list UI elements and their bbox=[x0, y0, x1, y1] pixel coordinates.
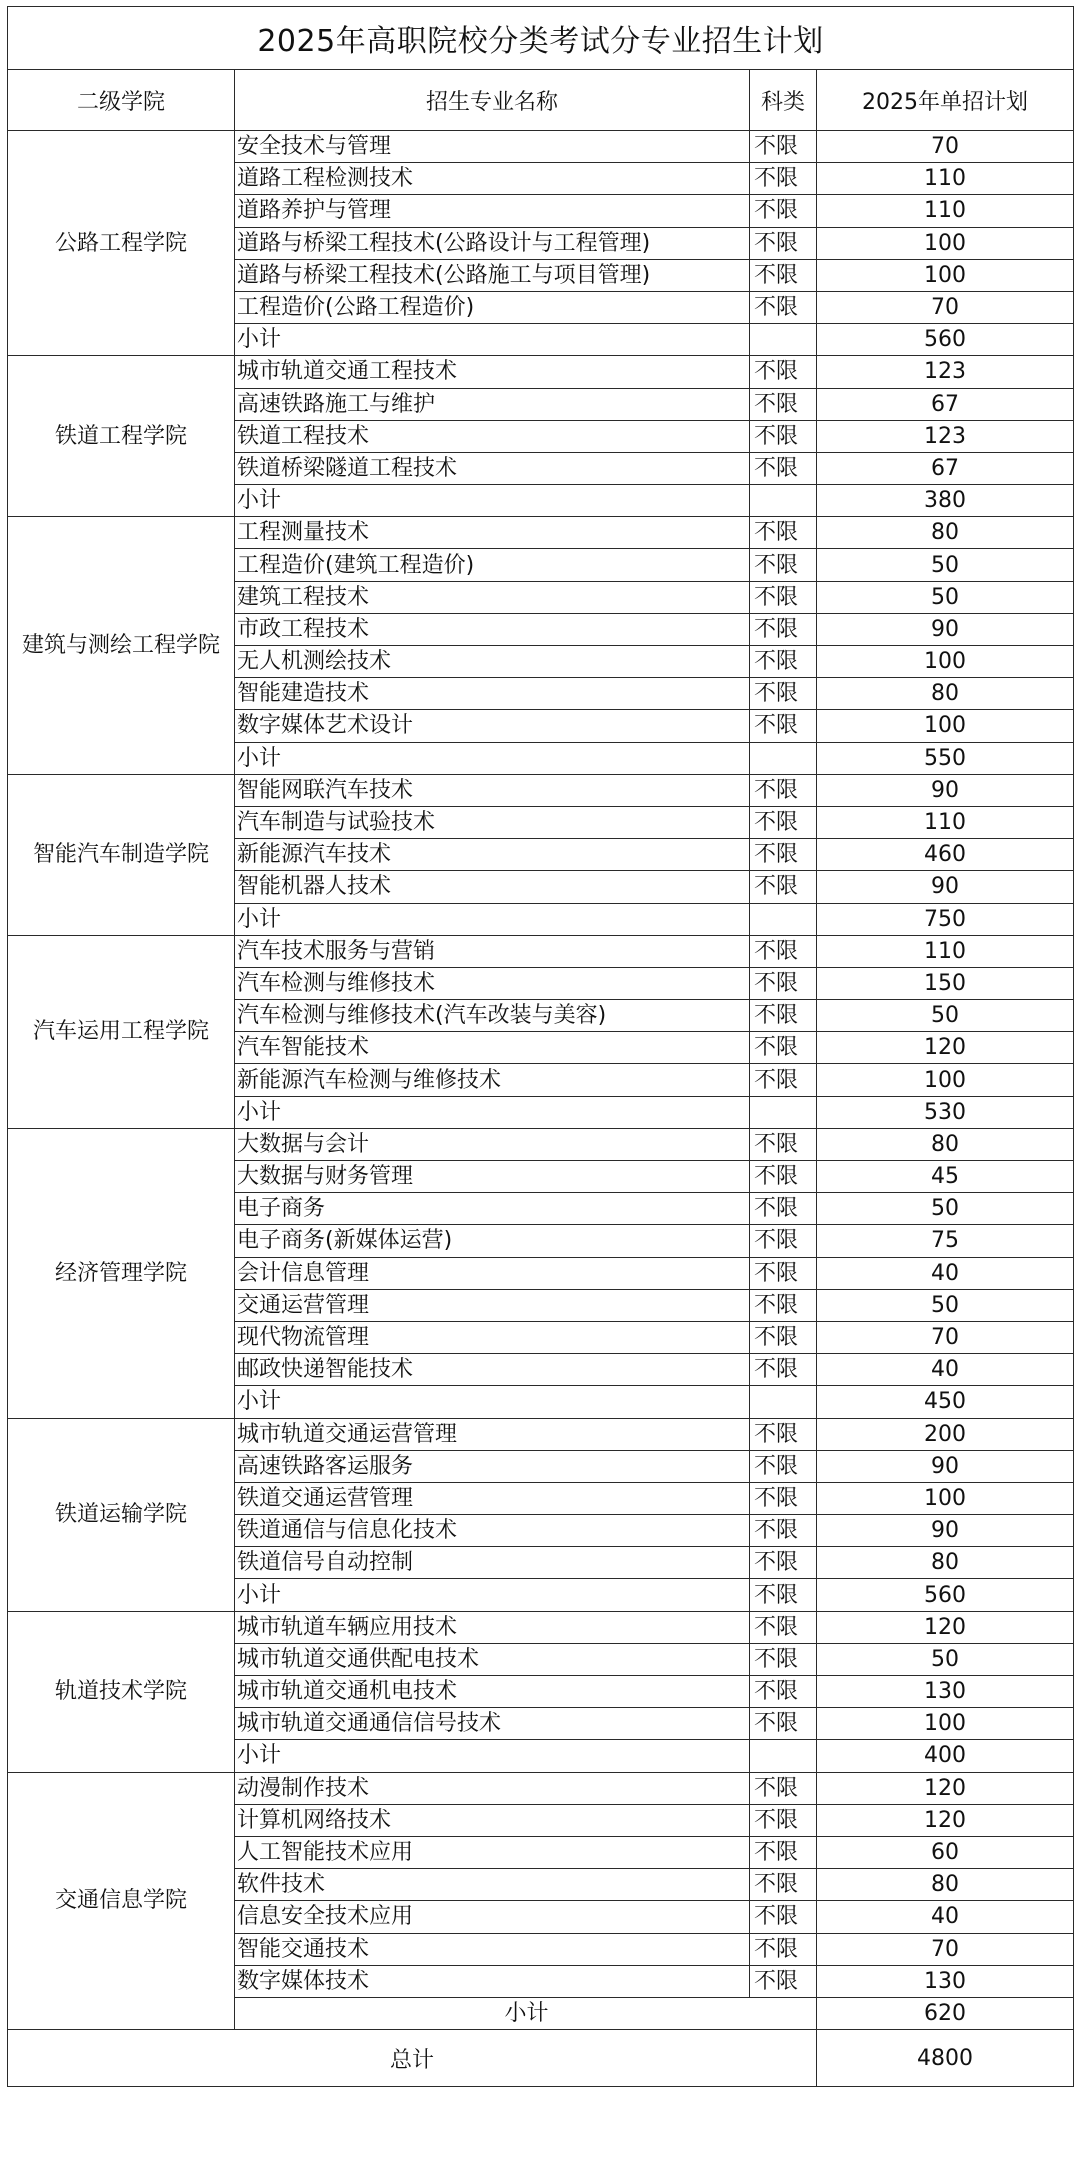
major-subject: 不限 bbox=[750, 774, 817, 806]
header-major: 招生专业名称 bbox=[235, 70, 750, 131]
major-name: 道路与桥梁工程技术(公路施工与项目管理) bbox=[235, 259, 750, 291]
subtotal-subject bbox=[750, 1386, 817, 1418]
major-name: 信息安全技术应用 bbox=[235, 1901, 750, 1933]
major-plan: 110 bbox=[817, 163, 1074, 195]
major-subject: 不限 bbox=[750, 1515, 817, 1547]
major-plan: 200 bbox=[817, 1418, 1074, 1450]
major-subject: 不限 bbox=[750, 227, 817, 259]
major-subject: 不限 bbox=[750, 1901, 817, 1933]
major-name: 电子商务(新媒体运营) bbox=[235, 1225, 750, 1257]
subtotal-subject: 不限 bbox=[750, 1579, 817, 1611]
major-name: 城市轨道交通运营管理 bbox=[235, 1418, 750, 1450]
subtotal-plan: 400 bbox=[817, 1740, 1074, 1772]
major-plan: 90 bbox=[817, 613, 1074, 645]
major-name: 汽车智能技术 bbox=[235, 1032, 750, 1064]
major-plan: 80 bbox=[817, 517, 1074, 549]
major-plan: 50 bbox=[817, 1193, 1074, 1225]
subtotal-plan: 560 bbox=[817, 1579, 1074, 1611]
major-subject: 不限 bbox=[750, 517, 817, 549]
major-name: 汽车技术服务与营销 bbox=[235, 935, 750, 967]
college-name: 交通信息学院 bbox=[8, 1772, 235, 2030]
major-name: 数字媒体技术 bbox=[235, 1965, 750, 1997]
major-name: 大数据与财务管理 bbox=[235, 1161, 750, 1193]
enrollment-plan-table bbox=[7, 6, 1074, 2087]
major-subject: 不限 bbox=[750, 1128, 817, 1160]
major-plan: 45 bbox=[817, 1161, 1074, 1193]
subtotal-label: 小计 bbox=[235, 1740, 750, 1772]
major-subject: 不限 bbox=[750, 1321, 817, 1353]
total-label: 总计 bbox=[8, 2030, 817, 2087]
major-plan: 123 bbox=[817, 356, 1074, 388]
major-name: 工程造价(建筑工程造价) bbox=[235, 549, 750, 581]
major-name: 建筑工程技术 bbox=[235, 581, 750, 613]
college-name: 轨道技术学院 bbox=[8, 1611, 235, 1772]
major-subject: 不限 bbox=[750, 613, 817, 645]
major-name: 交通运营管理 bbox=[235, 1289, 750, 1321]
major-name: 现代物流管理 bbox=[235, 1321, 750, 1353]
major-plan: 100 bbox=[817, 1708, 1074, 1740]
major-name: 动漫制作技术 bbox=[235, 1772, 750, 1804]
major-subject: 不限 bbox=[750, 1611, 817, 1643]
subtotal-label: 小计 bbox=[235, 742, 750, 774]
subtotal-plan: 450 bbox=[817, 1386, 1074, 1418]
major-subject: 不限 bbox=[750, 1000, 817, 1032]
college-name: 经济管理学院 bbox=[8, 1128, 235, 1418]
major-subject: 不限 bbox=[750, 1225, 817, 1257]
major-name: 市政工程技术 bbox=[235, 613, 750, 645]
major-subject: 不限 bbox=[750, 967, 817, 999]
major-name: 道路养护与管理 bbox=[235, 195, 750, 227]
major-name: 城市轨道交通供配电技术 bbox=[235, 1643, 750, 1675]
major-plan: 90 bbox=[817, 871, 1074, 903]
major-subject: 不限 bbox=[750, 1676, 817, 1708]
major-plan: 123 bbox=[817, 420, 1074, 452]
major-row bbox=[8, 935, 1074, 967]
major-subject: 不限 bbox=[750, 549, 817, 581]
major-name: 新能源汽车技术 bbox=[235, 839, 750, 871]
major-row bbox=[8, 1772, 1074, 1804]
major-plan: 50 bbox=[817, 1643, 1074, 1675]
major-subject: 不限 bbox=[750, 1064, 817, 1096]
major-name: 道路与桥梁工程技术(公路设计与工程管理) bbox=[235, 227, 750, 259]
major-plan: 60 bbox=[817, 1836, 1074, 1868]
major-subject: 不限 bbox=[750, 871, 817, 903]
major-plan: 130 bbox=[817, 1676, 1074, 1708]
major-plan: 150 bbox=[817, 967, 1074, 999]
major-subject: 不限 bbox=[750, 1772, 817, 1804]
major-plan: 75 bbox=[817, 1225, 1074, 1257]
major-plan: 90 bbox=[817, 1450, 1074, 1482]
plan-table-wrapper bbox=[7, 6, 1073, 2087]
major-row bbox=[8, 356, 1074, 388]
header-plan: 2025年单招计划 bbox=[817, 70, 1074, 131]
major-plan: 70 bbox=[817, 131, 1074, 163]
major-row bbox=[8, 517, 1074, 549]
subtotal-subject bbox=[750, 903, 817, 935]
major-name: 铁道工程技术 bbox=[235, 420, 750, 452]
major-name: 工程造价(公路工程造价) bbox=[235, 291, 750, 323]
major-name: 智能机器人技术 bbox=[235, 871, 750, 903]
major-subject: 不限 bbox=[750, 259, 817, 291]
major-name: 会计信息管理 bbox=[235, 1257, 750, 1289]
major-name: 计算机网络技术 bbox=[235, 1804, 750, 1836]
major-name: 电子商务 bbox=[235, 1193, 750, 1225]
header-subject: 科类 bbox=[750, 70, 817, 131]
subtotal-label: 小计 bbox=[235, 903, 750, 935]
total-row bbox=[8, 2030, 1074, 2087]
major-row bbox=[8, 131, 1074, 163]
major-plan: 70 bbox=[817, 291, 1074, 323]
major-plan: 40 bbox=[817, 1354, 1074, 1386]
major-name: 汽车检测与维修技术 bbox=[235, 967, 750, 999]
major-subject: 不限 bbox=[750, 195, 817, 227]
subtotal-label: 小计 bbox=[235, 324, 750, 356]
major-subject: 不限 bbox=[750, 356, 817, 388]
subtotal-plan: 750 bbox=[817, 903, 1074, 935]
major-plan: 50 bbox=[817, 1289, 1074, 1321]
major-subject: 不限 bbox=[750, 1257, 817, 1289]
college-name: 智能汽车制造学院 bbox=[8, 774, 235, 935]
major-plan: 40 bbox=[817, 1257, 1074, 1289]
major-row bbox=[8, 774, 1074, 806]
major-subject: 不限 bbox=[750, 1032, 817, 1064]
major-name: 软件技术 bbox=[235, 1869, 750, 1901]
major-subject: 不限 bbox=[750, 1354, 817, 1386]
major-name: 智能建造技术 bbox=[235, 678, 750, 710]
major-name: 智能网联汽车技术 bbox=[235, 774, 750, 806]
major-subject: 不限 bbox=[750, 1804, 817, 1836]
major-subject: 不限 bbox=[750, 420, 817, 452]
major-plan: 120 bbox=[817, 1772, 1074, 1804]
major-subject: 不限 bbox=[750, 1836, 817, 1868]
major-plan: 80 bbox=[817, 678, 1074, 710]
major-subject: 不限 bbox=[750, 1933, 817, 1965]
subtotal-label: 小计 bbox=[235, 1997, 817, 2029]
major-plan: 90 bbox=[817, 1515, 1074, 1547]
major-plan: 110 bbox=[817, 195, 1074, 227]
major-row bbox=[8, 1418, 1074, 1450]
major-name: 城市轨道交通通信信号技术 bbox=[235, 1708, 750, 1740]
major-plan: 100 bbox=[817, 1482, 1074, 1514]
major-plan: 70 bbox=[817, 1321, 1074, 1353]
major-plan: 110 bbox=[817, 806, 1074, 838]
major-subject: 不限 bbox=[750, 839, 817, 871]
major-name: 人工智能技术应用 bbox=[235, 1836, 750, 1868]
subtotal-label: 小计 bbox=[235, 1386, 750, 1418]
major-plan: 100 bbox=[817, 646, 1074, 678]
header-college: 二级学院 bbox=[8, 70, 235, 131]
major-subject: 不限 bbox=[750, 452, 817, 484]
major-name: 铁道桥梁隧道工程技术 bbox=[235, 452, 750, 484]
major-name: 汽车制造与试验技术 bbox=[235, 806, 750, 838]
major-name: 邮政快递智能技术 bbox=[235, 1354, 750, 1386]
major-plan: 100 bbox=[817, 710, 1074, 742]
major-name: 汽车检测与维修技术(汽车改装与美容) bbox=[235, 1000, 750, 1032]
major-plan: 67 bbox=[817, 452, 1074, 484]
college-name: 铁道运输学院 bbox=[8, 1418, 235, 1611]
major-subject: 不限 bbox=[750, 935, 817, 967]
major-plan: 80 bbox=[817, 1869, 1074, 1901]
major-subject: 不限 bbox=[750, 1161, 817, 1193]
major-name: 无人机测绘技术 bbox=[235, 646, 750, 678]
subtotal-plan: 560 bbox=[817, 324, 1074, 356]
subtotal-label: 小计 bbox=[235, 1579, 750, 1611]
subtotal-plan: 380 bbox=[817, 485, 1074, 517]
major-name: 铁道交通运营管理 bbox=[235, 1482, 750, 1514]
major-subject: 不限 bbox=[750, 291, 817, 323]
major-row bbox=[8, 1128, 1074, 1160]
major-name: 智能交通技术 bbox=[235, 1933, 750, 1965]
major-subject: 不限 bbox=[750, 1869, 817, 1901]
major-plan: 80 bbox=[817, 1128, 1074, 1160]
major-subject: 不限 bbox=[750, 1450, 817, 1482]
major-subject: 不限 bbox=[750, 1289, 817, 1321]
major-subject: 不限 bbox=[750, 646, 817, 678]
major-subject: 不限 bbox=[750, 1482, 817, 1514]
major-subject: 不限 bbox=[750, 710, 817, 742]
major-subject: 不限 bbox=[750, 163, 817, 195]
major-subject: 不限 bbox=[750, 806, 817, 838]
major-subject: 不限 bbox=[750, 581, 817, 613]
subtotal-label: 小计 bbox=[235, 1096, 750, 1128]
major-plan: 40 bbox=[817, 1901, 1074, 1933]
major-plan: 80 bbox=[817, 1547, 1074, 1579]
major-plan: 130 bbox=[817, 1965, 1074, 1997]
major-name: 安全技术与管理 bbox=[235, 131, 750, 163]
major-plan: 90 bbox=[817, 774, 1074, 806]
major-name: 城市轨道交通工程技术 bbox=[235, 356, 750, 388]
major-subject: 不限 bbox=[750, 1643, 817, 1675]
major-subject: 不限 bbox=[750, 388, 817, 420]
major-subject: 不限 bbox=[750, 1708, 817, 1740]
subtotal-subject bbox=[750, 742, 817, 774]
major-subject: 不限 bbox=[750, 1193, 817, 1225]
major-plan: 460 bbox=[817, 839, 1074, 871]
major-plan: 110 bbox=[817, 935, 1074, 967]
college-name: 铁道工程学院 bbox=[8, 356, 235, 517]
major-plan: 50 bbox=[817, 549, 1074, 581]
major-name: 高速铁路施工与维护 bbox=[235, 388, 750, 420]
major-plan: 70 bbox=[817, 1933, 1074, 1965]
subtotal-plan: 550 bbox=[817, 742, 1074, 774]
major-plan: 100 bbox=[817, 1064, 1074, 1096]
major-name: 铁道通信与信息化技术 bbox=[235, 1515, 750, 1547]
major-row bbox=[8, 1611, 1074, 1643]
major-name: 工程测量技术 bbox=[235, 517, 750, 549]
major-plan: 120 bbox=[817, 1804, 1074, 1836]
major-subject: 不限 bbox=[750, 1418, 817, 1450]
major-name: 数字媒体艺术设计 bbox=[235, 710, 750, 742]
major-plan: 100 bbox=[817, 227, 1074, 259]
major-subject: 不限 bbox=[750, 1547, 817, 1579]
major-subject: 不限 bbox=[750, 131, 817, 163]
total-plan: 4800 bbox=[817, 2030, 1074, 2087]
subtotal-plan: 620 bbox=[817, 1997, 1074, 2029]
major-plan: 50 bbox=[817, 1000, 1074, 1032]
subtotal-label: 小计 bbox=[235, 485, 750, 517]
major-name: 城市轨道车辆应用技术 bbox=[235, 1611, 750, 1643]
major-name: 高速铁路客运服务 bbox=[235, 1450, 750, 1482]
major-subject: 不限 bbox=[750, 678, 817, 710]
college-name: 公路工程学院 bbox=[8, 131, 235, 356]
subtotal-subject bbox=[750, 324, 817, 356]
college-name: 建筑与测绘工程学院 bbox=[8, 517, 235, 775]
major-name: 城市轨道交通机电技术 bbox=[235, 1676, 750, 1708]
major-name: 新能源汽车检测与维修技术 bbox=[235, 1064, 750, 1096]
subtotal-subject bbox=[750, 485, 817, 517]
college-name: 汽车运用工程学院 bbox=[8, 935, 235, 1128]
table-body bbox=[8, 131, 1074, 2030]
major-name: 大数据与会计 bbox=[235, 1128, 750, 1160]
major-name: 铁道信号自动控制 bbox=[235, 1547, 750, 1579]
major-plan: 100 bbox=[817, 259, 1074, 291]
table-title: 2025年高职院校分类考试分专业招生计划 bbox=[8, 7, 1074, 70]
major-plan: 50 bbox=[817, 581, 1074, 613]
major-plan: 120 bbox=[817, 1611, 1074, 1643]
major-name: 道路工程检测技术 bbox=[235, 163, 750, 195]
subtotal-plan: 530 bbox=[817, 1096, 1074, 1128]
major-plan: 67 bbox=[817, 388, 1074, 420]
major-subject: 不限 bbox=[750, 1965, 817, 1997]
subtotal-subject bbox=[750, 1096, 817, 1128]
subtotal-subject bbox=[750, 1740, 817, 1772]
major-plan: 120 bbox=[817, 1032, 1074, 1064]
